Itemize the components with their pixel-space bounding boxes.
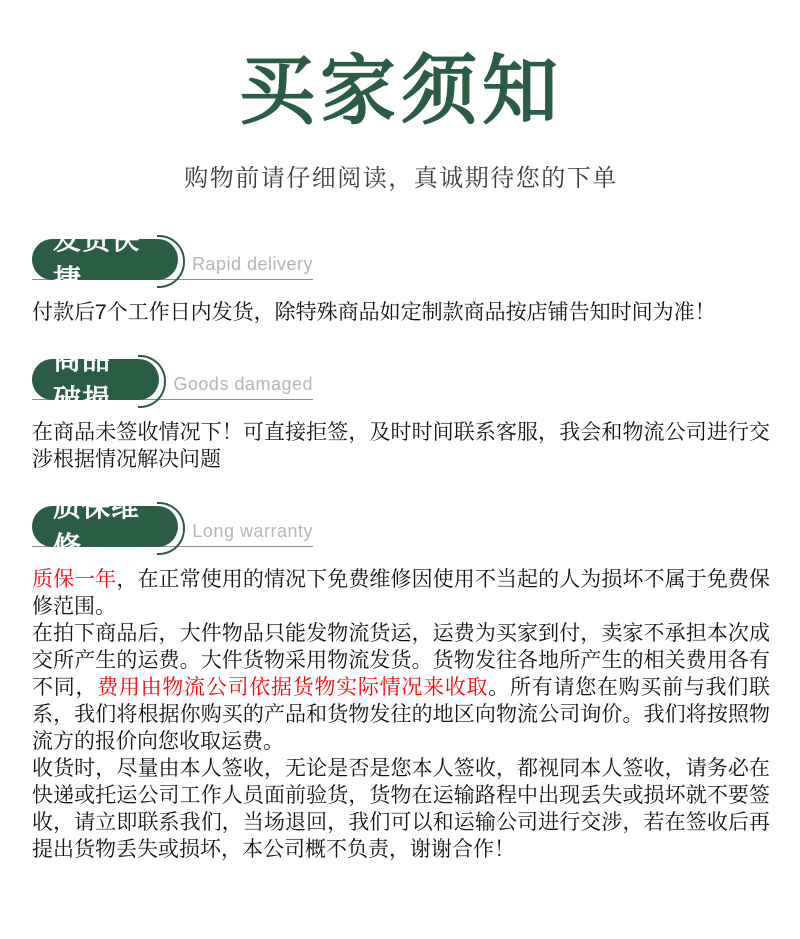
body-text: 。所有请您在购买前与我们联系，我们将根据你购买的产品和货物发往的地区向物流公司询价。我们将按照物流方的报价向您收取运费。	[32, 675, 771, 753]
section-badge-en-label: Rapid delivery	[191, 253, 313, 274]
notice-paragraph	[32, 419, 770, 473]
page-subtitle: 购物前请仔细阅读，真诚期待您的下单	[184, 164, 618, 192]
highlighted-text: 费用由物流公司依据货物实际情况来收取	[97, 675, 489, 699]
highlighted-text: 质保一年	[32, 567, 117, 591]
body-text: 付款后7个工作日内发货，除特殊商品如定制款商品按店铺告知时间为准！	[32, 300, 716, 324]
body-text: 在拍下商品后，大件物品只能发物流货运，运费为买家到付，卖家不承担本次成交所产生的运费。大件货物采用物流发货。货物发往各地所产生的相关费用各有不同，	[32, 621, 770, 699]
section-body	[32, 419, 770, 473]
page-title: 买家须知	[239, 49, 563, 134]
notice-section	[32, 490, 771, 863]
section-badge-en-label: Long warranty	[192, 520, 313, 541]
body-text: ，在正常使用的情况下免费维修因使用不当起的人为损坏不属于免费保修范围。	[32, 567, 771, 618]
section-body	[32, 566, 770, 863]
section-body	[32, 299, 770, 326]
section-header	[32, 223, 313, 295]
section-badge: 质保维修	[32, 506, 178, 547]
section-badge: 发货快捷	[32, 239, 178, 280]
section-header	[32, 490, 313, 562]
body-text: 在商品未签收情况下！可直接拒签，及时时间联系客服，我会和物流公司进行交涉根据情况解决问题	[32, 420, 770, 471]
notice-section	[32, 223, 770, 326]
notice-paragraph	[32, 620, 770, 755]
body-text: 收货时，尽量由本人签收，无论是否是您本人签收，都视同本人签收，请务必在快递或托运公司工作人员面前验货，货物在运输路程中出现丢失或损坏就不要签收，请立即联系我们，当场退回，我们可以和运输公司进行交涉，若在签收后再提出货物丢失或损坏，本公司概不负责，谢谢合作！	[32, 756, 770, 861]
notice-paragraph	[32, 299, 770, 326]
notice-paragraph	[32, 566, 770, 620]
section-badge-en-label: Goods damaged	[173, 373, 313, 394]
notice-sections	[32, 223, 771, 863]
notice-paragraph	[32, 755, 770, 863]
notice-section	[32, 343, 770, 473]
section-header	[32, 343, 313, 415]
section-badge: 商品破损	[32, 359, 159, 400]
